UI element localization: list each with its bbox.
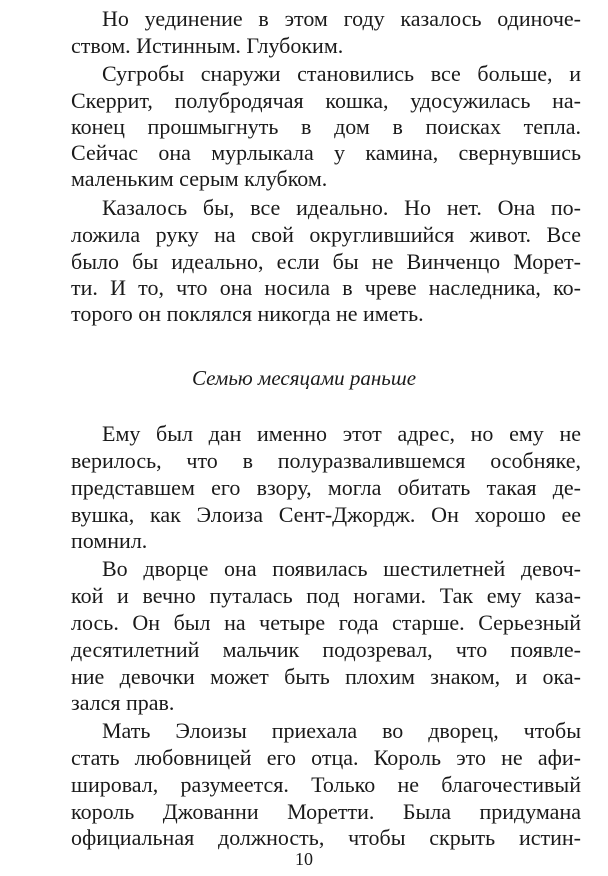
text-line: верилось, что в полуразвалившемся особняке, xyxy=(71,448,581,473)
text-line: кой и вечно путалась под ногами. Так ему каза- xyxy=(71,583,581,608)
text-line: Мать Элоизы приехала во дворец, чтобы xyxy=(102,718,581,743)
text-line: Но уединение в этом году казалось одиноче- xyxy=(102,6,581,31)
text-line: вушка, как Элоиза Сент-Джордж. Он хорошо ее xyxy=(71,502,581,527)
text-line: зался прав. xyxy=(71,690,175,715)
text-line: стать любовницей его отца. Король это не афи- xyxy=(71,745,581,770)
text-line: конец прошмыгнуть в дом в поисках тепла. xyxy=(71,114,581,139)
text-line: Во дворце она появилась шестилетней девоч- xyxy=(102,556,581,581)
text-line: маленьким серым клубком. xyxy=(71,166,328,191)
text-line: ложила руку на свой округлившийся живот. Все xyxy=(71,222,581,247)
text-line: ством. Истинным. Глубоким. xyxy=(71,33,344,58)
text-line: Казалось бы, все идеально. Но нет. Она по- xyxy=(102,195,581,220)
text-line: ти. И то, что она носила в чреве наследника, ко- xyxy=(71,275,581,300)
text-line: десятилетний мальчик подозревал, что появле- xyxy=(71,637,581,662)
text-line: Скеррит, полубродячая кошка, удосужилась на- xyxy=(71,88,581,113)
section-subheading: Семью месяцами раньше xyxy=(191,366,417,390)
text-line: ние девочки может быть плохим знаком, и ока- xyxy=(71,664,581,689)
text-line: помнил. xyxy=(71,528,148,553)
text-line: Сугробы снаружи становились все больше, и xyxy=(102,61,581,86)
text-line: торого он поклялся никогда не иметь. xyxy=(71,301,424,326)
text-line: лось. Он был на четыре года старше. Серьезный xyxy=(71,610,581,635)
page-number: 10 xyxy=(295,849,313,869)
text-line: король Джованни Моретти. Была придумана xyxy=(71,799,581,824)
text-line: представшем его взору, могла обитать такая де- xyxy=(71,475,581,500)
text-line: было бы идеально, если бы не Винченцо Морет- xyxy=(71,249,581,274)
text-line: Ему был дан именно этот адрес, но ему не xyxy=(102,421,581,446)
text-line: официальная должность, чтобы скрыть истин- xyxy=(71,825,581,850)
text-line: шировал, разумеется. Только не благочестивый xyxy=(71,772,581,797)
text-line: Сейчас она мурлыкала у камина, свернувшись xyxy=(71,140,581,165)
